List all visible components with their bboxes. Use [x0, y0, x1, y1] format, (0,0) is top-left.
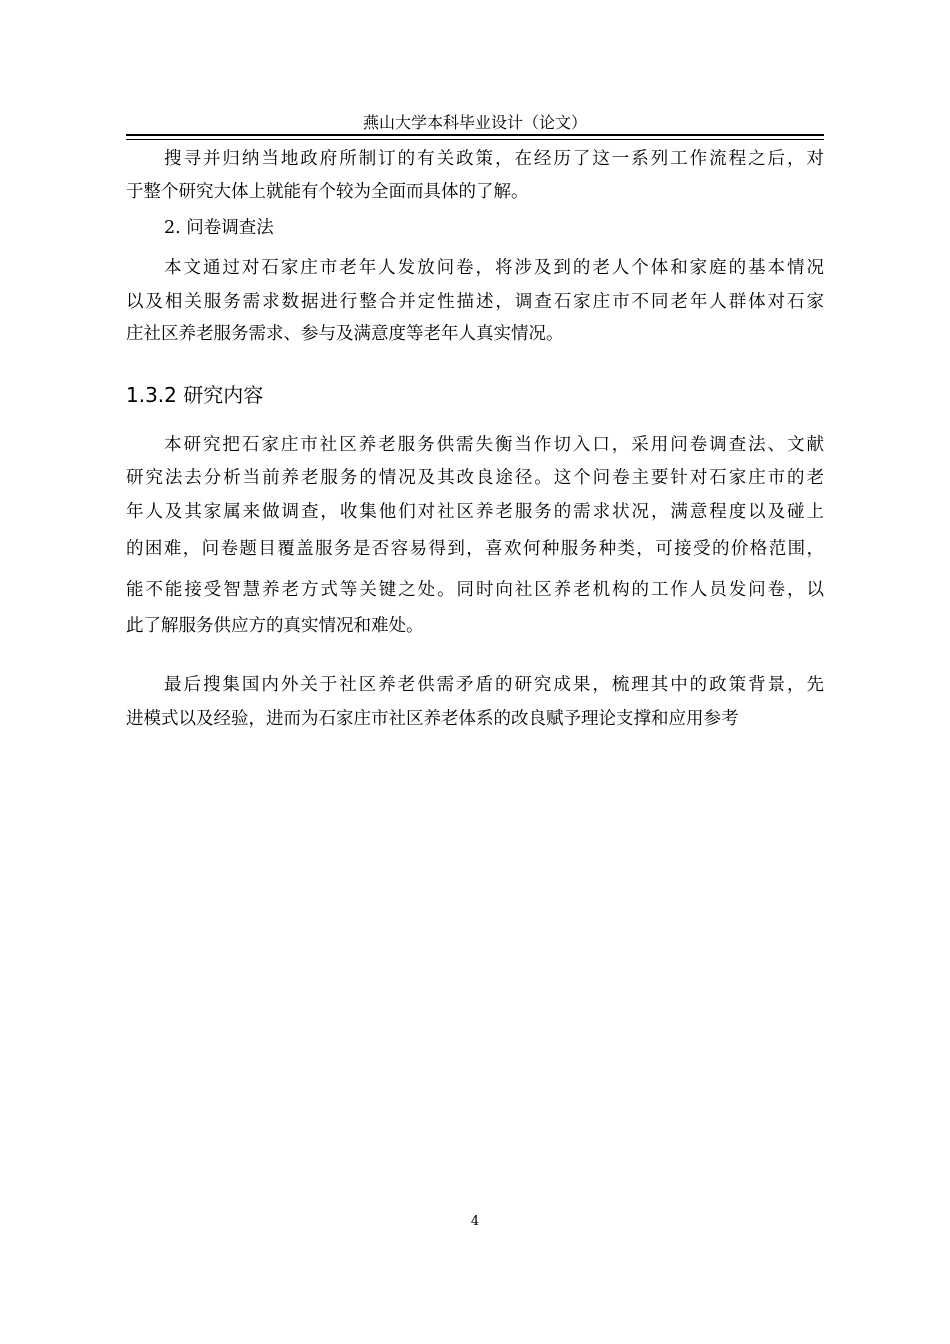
paragraph-line: 于整个研究大体上就能有个较为全面而具体的了解。	[126, 182, 529, 202]
paragraph-line: 进模式以及经验，进而为石家庄市社区养老体系的改良赋予理论支撑和应用参考	[126, 709, 739, 729]
list-item-label: 2. 问卷调查法	[164, 218, 274, 238]
header-rule-thick	[126, 134, 824, 136]
paragraph-line: 年人及其家属来做调查，收集他们对社区养老服务的需求状况，满意程度以及碰上	[126, 502, 824, 522]
paragraph-line: 搜寻并归纳当地政府所制订的有关政策，在经历了这一系列工作流程之后，对	[164, 149, 824, 169]
paragraph-line: 庄社区养老服务需求、参与及满意度等老年人真实情况。	[126, 324, 564, 344]
paragraph-line: 以及相关服务需求数据进行整合并定性描述，调查石家庄市不同老年人群体对石家	[126, 292, 824, 312]
paragraph-line: 本文通过对石家庄市老年人发放问卷，将涉及到的老人个体和家庭的基本情况	[164, 258, 824, 278]
paragraph-line: 研究法去分析当前养老服务的情况及其改良途径。这个问卷主要针对石家庄市的老	[126, 468, 824, 488]
paragraph-line: 的困难，问卷题目覆盖服务是否容易得到，喜欢何种服务种类，可接受的价格范围，	[126, 539, 824, 559]
paragraph-line: 最后搜集国内外关于社区养老供需矛盾的研究成果，梳理其中的政策背景，先	[164, 675, 824, 695]
header-rule-thin	[126, 139, 824, 140]
page-number: 4	[470, 1214, 480, 1229]
page-header-title: 燕山大学本科毕业设计（论文）	[362, 113, 587, 132]
paragraph-line: 本研究把石家庄市社区养老服务供需失衡当作切入口，采用问卷调查法、文献	[164, 435, 824, 455]
section-heading: 1.3.2 研究内容	[126, 383, 264, 407]
paragraph-line: 能不能接受智慧养老方式等关键之处。同时向社区养老机构的工作人员发问卷，以	[126, 580, 824, 600]
paragraph-line: 此了解服务供应方的真实情况和难处。	[126, 616, 424, 636]
